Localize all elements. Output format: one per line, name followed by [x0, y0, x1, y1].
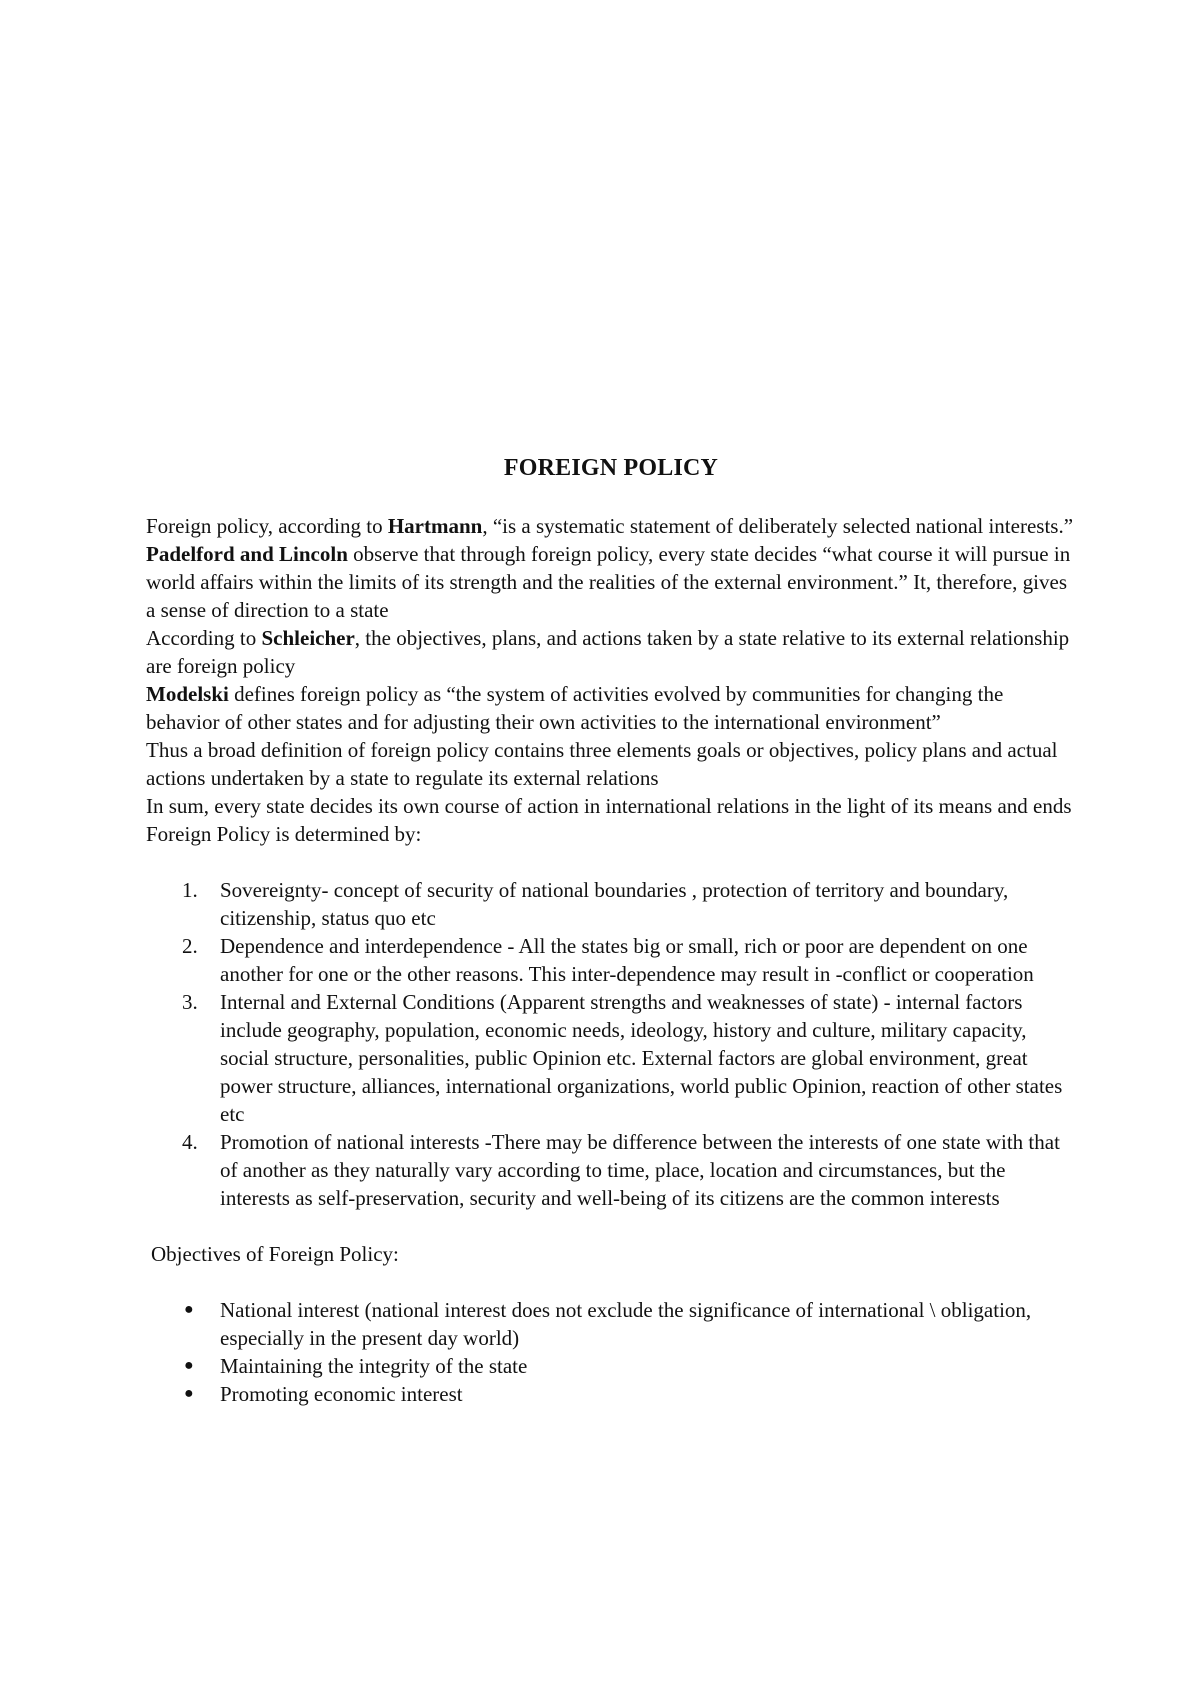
bullet-icon: ●: [184, 1301, 194, 1318]
author-hartmann: Hartmann: [387, 514, 483, 538]
list-item: [146, 1380, 1076, 1408]
list-item-text: National interest (national interest does not exclude the significance of international \ obligation, especially in the present day world): [220, 1298, 1032, 1350]
list-item-text: Dependence and interdependence - All the states big or small, rich or poor are dependent on one another for one or the other reasons. This inter-dependence may result in -conflict or cooperation: [220, 934, 1034, 986]
list-item: [146, 1128, 1076, 1212]
spacer: [146, 1212, 1076, 1240]
definition-schleicher-after: , the objectives, plans, and actions taken by a state relative to its external relationship are foreign policy: [146, 626, 1070, 678]
determined-by-heading: Foreign Policy is determined by:: [146, 822, 422, 846]
objectives-heading: Objectives of Foreign Policy:: [151, 1242, 399, 1266]
list-number: 2.: [182, 934, 198, 958]
list-item: [146, 988, 1076, 1128]
spacer: [146, 1268, 1076, 1296]
list-item-text: Promotion of national interests -There may be difference between the interests of one state with that of another as they naturally vary according to time, place, location and circumstances, but the interests as self-preservation, security and well-being of its citizens are the common interests: [220, 1130, 1060, 1210]
spacer: [146, 848, 1076, 876]
list-item: [146, 1352, 1076, 1380]
page-title: FOREIGN POLICY: [503, 455, 719, 481]
author-schleicher: Schleicher: [261, 626, 355, 650]
list-number: 4.: [182, 1130, 198, 1154]
definition-modelski-after: defines foreign policy as “the system of activities evolved by communities for changing the behavior of other states and for adjusting their own activities to the international environment”: [146, 682, 1004, 734]
summary-paragraph: In sum, every state decides its own course of action in international relations in the light of its means and ends: [146, 794, 1072, 818]
definition-schleicher-before: According to: [146, 626, 262, 650]
objectives-list: [146, 1296, 1076, 1408]
list-item-text: Sovereignty- concept of security of national boundaries , protection of territory and boundary, citizenship, status quo etc: [220, 878, 1009, 930]
definition-hartmann-after: , “is a systematic statement of deliberately selected national interests.”: [482, 514, 1074, 538]
list-item: [146, 1296, 1076, 1352]
list-item-text: Internal and External Conditions (Apparent strengths and weaknesses of state) - internal factors include geography, population, economic needs, ideology, history and culture, military capacity, social structure, personalities, public Opinion etc. External factors are global environment, great power structure, alliances, international organizations, world public Opinion, reaction of other states etc: [220, 990, 1063, 1126]
bullet-icon: ●: [184, 1385, 194, 1402]
list-item-text: Promoting economic interest: [220, 1382, 463, 1406]
definition-padelford-after: observe that through foreign policy, every state decides “what course it will pursue in world affairs within the limits of its strength and the realities of the external environment.” It, therefore, gives a sense of direction to a state: [146, 542, 1071, 622]
determinants-list: [146, 876, 1076, 1212]
definition-hartmann-before: Foreign policy, according to: [146, 514, 388, 538]
author-padelford-lincoln: Padelford and Lincoln: [146, 542, 348, 566]
definition-modelski: [146, 680, 1076, 736]
list-item: [146, 876, 1076, 932]
list-item: [146, 932, 1076, 988]
bullet-icon: ●: [184, 1357, 194, 1374]
definition-padelford: [146, 540, 1076, 624]
list-number: 1.: [182, 878, 198, 902]
list-number: 3.: [182, 990, 198, 1014]
definition-hartmann: [146, 512, 1076, 540]
author-modelski: Modelski: [146, 682, 229, 706]
page-content: [146, 454, 1076, 1408]
definition-schleicher: [146, 624, 1076, 680]
broad-definition: Thus a broad definition of foreign policy contains three elements goals or objectives, policy plans and actual actions undertaken by a state to regulate its external relations: [146, 738, 1058, 790]
list-item-text: Maintaining the integrity of the state: [220, 1354, 528, 1378]
